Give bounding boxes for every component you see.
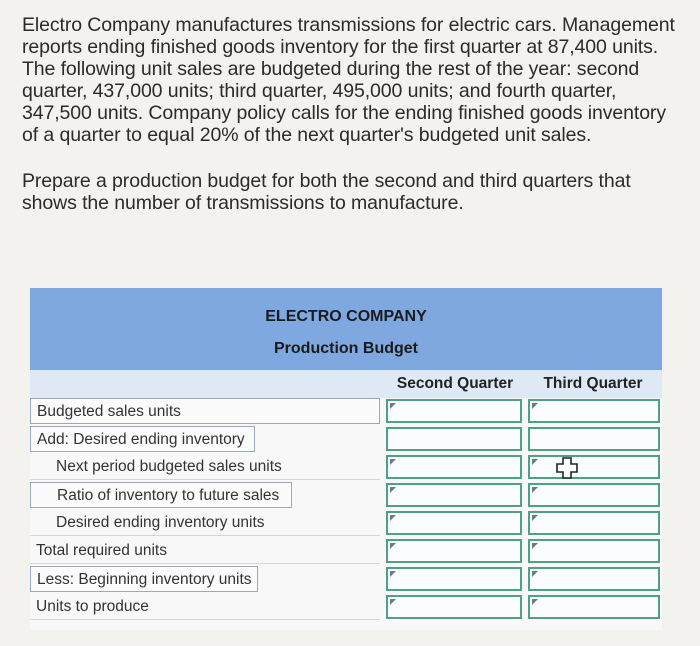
units-to-produce-second-input[interactable] (386, 595, 522, 619)
beginning-inventory-third-input[interactable] (528, 567, 660, 591)
desired-ending-header-third-cell (528, 427, 660, 451)
budgeted-sales-second-input[interactable] (386, 399, 522, 423)
desired-ending-units-second-input[interactable] (386, 511, 522, 535)
row-label: Desired ending inventory units (30, 510, 380, 536)
table-header (30, 288, 662, 370)
table-row (30, 398, 662, 426)
total-required-third-input[interactable] (528, 539, 660, 563)
desired-ending-header-second-cell (386, 427, 522, 451)
move-cursor-icon (556, 457, 578, 479)
table-title: Production Budget (274, 340, 418, 357)
inventory-ratio-second-input[interactable] (386, 483, 522, 507)
inventory-ratio-third-input[interactable] (528, 483, 660, 507)
table-row (30, 594, 662, 622)
problem-paragraph-2: Prepare a production budget for both the second and third quarters that shows the number of transmissions to manufacture. (22, 170, 631, 214)
units-to-produce-third-input[interactable] (528, 595, 660, 619)
row-label: Budgeted sales units (30, 398, 380, 424)
company-name: ELECTRO COMPANY (265, 308, 427, 325)
desired-ending-units-third-input[interactable] (528, 511, 660, 535)
beginning-inventory-second-input[interactable] (386, 567, 522, 591)
row-label: Ratio of inventory to future sales (30, 482, 292, 508)
production-budget-table (30, 288, 662, 630)
table-row (30, 482, 662, 510)
column-header-third-quarter: Third Quarter (524, 370, 662, 398)
total-required-second-input[interactable] (386, 539, 522, 563)
row-label: Total required units (30, 538, 380, 564)
table-row (30, 538, 662, 566)
row-label: Next period budgeted sales units (30, 454, 380, 480)
problem-statement (22, 14, 682, 214)
column-header-blank (30, 370, 386, 398)
next-period-sales-third-input[interactable] (528, 455, 660, 479)
row-label: Less: Beginning inventory units (30, 566, 258, 592)
table-row (30, 566, 662, 594)
next-period-sales-second-input[interactable] (386, 455, 522, 479)
row-label: Add: Desired ending inventory (30, 426, 255, 452)
table-row (30, 510, 662, 538)
budgeted-sales-third-input[interactable] (528, 399, 660, 423)
row-label: Units to produce (30, 594, 380, 620)
column-header-second-quarter: Second Quarter (386, 370, 524, 398)
table-row (30, 426, 662, 454)
problem-paragraph-1: Electro Company manufactures transmissions for electric cars. Management reports ending finished goods inventory for the first quarter at 87,400 units. The following unit sales are budgeted during the rest of the year: second quarter, 437,000 units; third quarter, 495,000 units; and fourth quarter, 347,500 units. Company policy calls for the ending finished goods inventory of a quarter to equal 20% of the next quarter's budgeted unit sales. (22, 14, 675, 146)
